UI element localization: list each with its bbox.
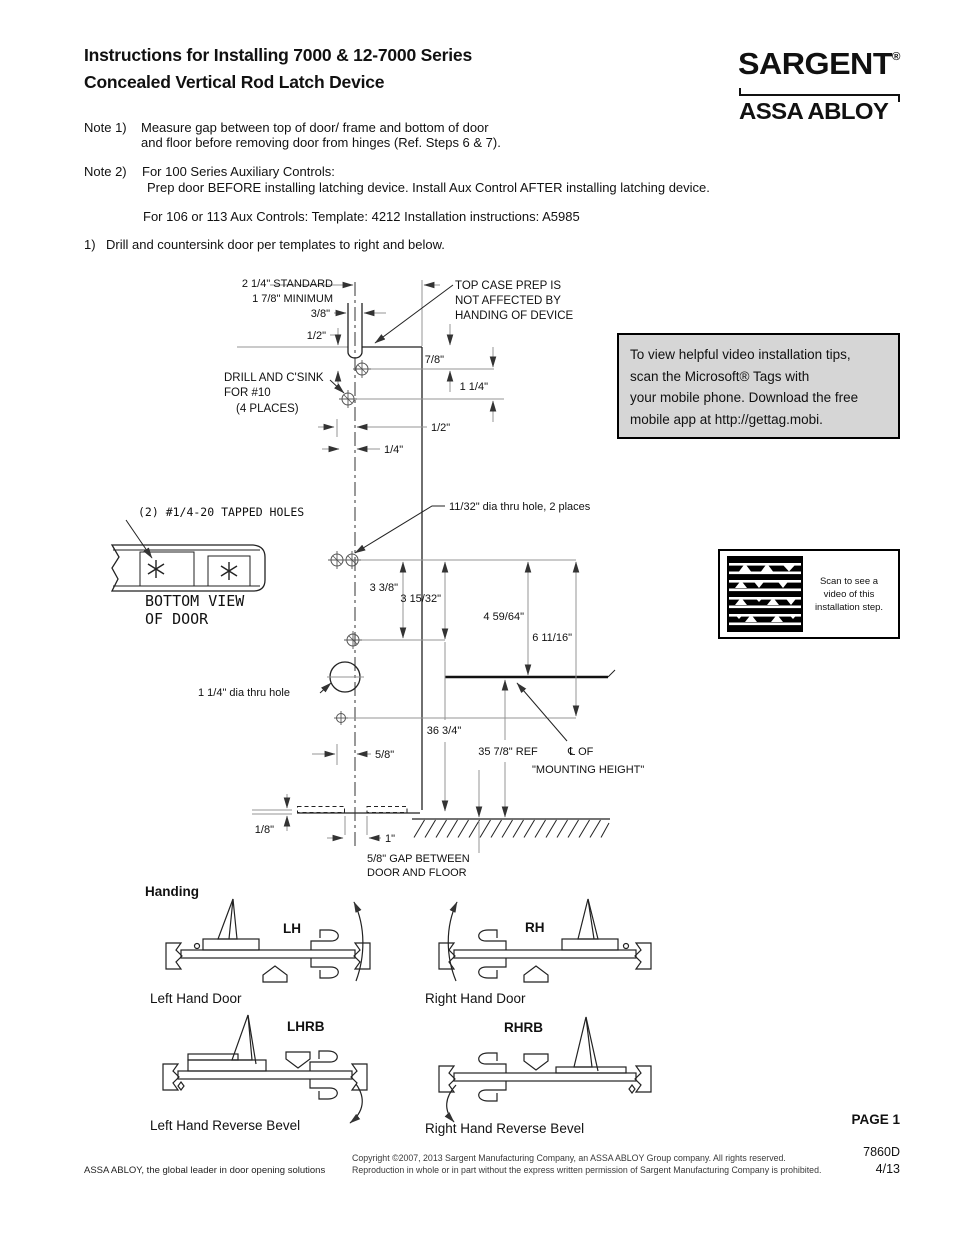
hole-11-32-note: 11/32" dia thru hole, 2 places	[449, 501, 591, 513]
video-tip-line-3: your mobile phone. Download the free	[630, 390, 859, 405]
dim-1-14: 1 1/4"	[459, 381, 488, 393]
copyright-line-1: Copyright ©2007, 2013 Sargent Manufacturing Company, an ASSA ABLOY Group company. All rights reserved.	[352, 1153, 786, 1163]
lever-handle	[311, 958, 338, 978]
dim-1-4: 1/4"	[384, 444, 404, 456]
latch-case	[562, 939, 618, 950]
dim-1-78-minimum: 1 7/8" MINIMUM	[252, 293, 333, 305]
doc-date: 4/13	[875, 1162, 900, 1176]
lever-handle	[310, 1051, 337, 1071]
lhrb-caption: Left Hand Reverse Bevel	[150, 1118, 301, 1133]
door-jamb	[163, 1064, 179, 1090]
dim-7-8: 7/8"	[424, 354, 444, 366]
dim-1-8: 1/8"	[254, 824, 274, 836]
push-direction-arrow	[524, 1054, 548, 1070]
assa-abloy-logo: ASSA ABLOY	[739, 98, 889, 124]
video-tip-line-1: To view helpful video installation tips,	[630, 347, 851, 362]
lh-code-label: LH	[283, 921, 301, 936]
document-number	[830, 1144, 900, 1178]
latch-mounting-line	[445, 670, 615, 677]
dim-1-2-upper: 1/2"	[306, 330, 326, 342]
lever-handle	[310, 1079, 337, 1099]
rod-arm	[574, 1017, 592, 1067]
tag-caption-line-1: Scan to see a	[819, 575, 879, 587]
handing-heading: Handing	[145, 884, 199, 899]
note1-label: Note 1)	[84, 120, 127, 135]
drill-csink-note-1: DRILL AND C'SINK	[224, 372, 324, 384]
top-case-note-1: TOP CASE PREP IS	[455, 280, 562, 292]
page-number: PAGE 1	[851, 1112, 900, 1127]
rh-caption: Right Hand Door	[425, 991, 526, 1006]
title-line-2: Concealed Vertical Rod Latch Device	[84, 72, 385, 92]
registered-mark: ®	[892, 51, 900, 63]
lh-caption: Left Hand Door	[150, 991, 242, 1006]
tapped-holes-note: (2) #1/4-20 TAPPED HOLES	[138, 505, 305, 519]
video-tip-box	[617, 333, 900, 439]
door-slab	[454, 950, 636, 958]
dim-3-1532: 3 15/32"	[400, 593, 441, 605]
tag-caption-line-3: installation step.	[814, 601, 884, 613]
rod-arm	[578, 899, 598, 939]
dim-3-38: 3 3/8"	[369, 582, 398, 594]
rhrb-caption: Right Hand Reverse Bevel	[425, 1121, 585, 1136]
door-jamb	[166, 943, 182, 969]
latch-case	[556, 1067, 626, 1073]
note2-line2: Prep door BEFORE installing latching device. Install Aux Control AFTER installing latching device.	[147, 180, 710, 195]
title-line-1: Instructions for Installing 7000 & 12-7000 Series	[84, 45, 472, 65]
page-title	[84, 42, 472, 96]
lhrb-door-diagram	[160, 1012, 382, 1126]
drill-csink-note-2: FOR #10	[224, 387, 271, 399]
scan-tag-box	[718, 549, 900, 639]
lh-door-diagram	[163, 893, 373, 989]
copyright-line-2: Reproduction in whole or in part without the express written permission of Sargent Manufacturing Company is prohibited.	[352, 1164, 822, 1175]
door-slab	[181, 950, 355, 958]
video-tip-line-4: mobile app at http://gettag.mobi.	[630, 411, 823, 427]
big-hole-note: 1 1/4" dia thru hole	[198, 687, 290, 699]
doc-number: 7860D	[863, 1145, 900, 1159]
lever-handle	[311, 930, 338, 950]
rhrb-code-label: RHRB	[504, 1020, 543, 1035]
centerline-of-label: ℄ OF	[568, 746, 594, 758]
door-jamb	[635, 1066, 651, 1092]
dim-2-14-standard: 2 1/4" STANDARD	[241, 278, 333, 290]
push-direction-arrow	[263, 966, 287, 982]
sargent-logo-text: SARGENT	[738, 46, 893, 81]
floor-hatch	[412, 819, 610, 838]
push-direction-arrow	[286, 1052, 310, 1068]
dim-1: 1"	[385, 833, 396, 845]
dim-1-2-lower: 1/2"	[431, 422, 451, 434]
note1-line1: Measure gap between top of door/ frame and bottom of door	[141, 120, 489, 135]
dimension-lines	[252, 280, 576, 853]
note2-line3: For 106 or 113 Aux Controls: Template: 4212 Installation instructions: A5985	[143, 209, 580, 224]
door-jamb	[439, 943, 455, 969]
latch-case	[203, 939, 259, 950]
rh-door-diagram	[436, 893, 654, 989]
bottom-rod-hole	[327, 662, 364, 692]
lever-handle	[479, 1053, 506, 1073]
push-direction-arrow	[524, 966, 548, 982]
top-case-note-3: HANDING OF DEVICE	[455, 310, 574, 322]
lever-handle	[479, 930, 506, 950]
top-case-note-2: NOT AFFECTED BY	[455, 295, 561, 307]
dim-4-5964: 4 59/64"	[483, 611, 524, 623]
swing-arrow	[447, 1085, 456, 1122]
door-jamb	[635, 943, 651, 969]
microsoft-tag-graphic	[727, 556, 803, 632]
footer-copyright	[352, 1153, 821, 1176]
sargent-logo	[738, 46, 900, 82]
dim-6-1116: 6 11/16"	[532, 632, 572, 644]
step1-label: 1)	[84, 237, 96, 252]
door-jamb	[351, 1064, 367, 1090]
rhrb-door-diagram	[436, 1015, 658, 1127]
dim-35-78-ref: 35 7/8" REF	[478, 746, 538, 758]
step1-text: Drill and countersink door per templates to right and below.	[106, 237, 445, 252]
tag-caption-line-2: video of this	[823, 588, 875, 600]
lever-handle	[479, 1081, 506, 1101]
dim-3-8: 3/8"	[310, 308, 330, 320]
latch-case	[188, 1060, 266, 1071]
rh-code-label: RH	[525, 920, 545, 935]
tag-caption	[803, 575, 895, 614]
drill-csink-note-3: (4 PLACES)	[236, 403, 299, 415]
note2-label: Note 2)	[84, 164, 127, 179]
lhrb-code-label: LHRB	[287, 1019, 325, 1034]
mounting-height-label: "MOUNTING HEIGHT"	[532, 764, 645, 776]
note2-line1: For 100 Series Auxiliary Controls:	[142, 164, 335, 179]
gap-note-1: 5/8" GAP BETWEEN	[367, 853, 470, 865]
rod-arm	[218, 899, 237, 939]
video-tip-line-2: scan the Microsoft® Tags with	[630, 368, 810, 384]
lever-handle	[479, 958, 506, 978]
bottom-view-inset	[112, 520, 265, 591]
template-drawing	[84, 270, 664, 885]
dim-5-8: 5/8"	[375, 749, 395, 761]
gap-note-2: DOOR AND FLOOR	[367, 867, 467, 879]
bottom-view-label-1: BOTTOM VIEW	[145, 592, 245, 610]
door-slab	[178, 1071, 352, 1079]
footer-tagline: ASSA ABLOY, the global leader in door opening solutions	[84, 1165, 326, 1176]
door-slab	[454, 1073, 636, 1081]
bottom-view-label-2: OF DOOR	[145, 610, 209, 628]
dim-36-34: 36 3/4"	[426, 725, 462, 737]
note1-line2: and floor before removing door from hinges (Ref. Steps 6 & 7).	[141, 135, 501, 150]
tapped-hole-symbol	[148, 560, 237, 580]
